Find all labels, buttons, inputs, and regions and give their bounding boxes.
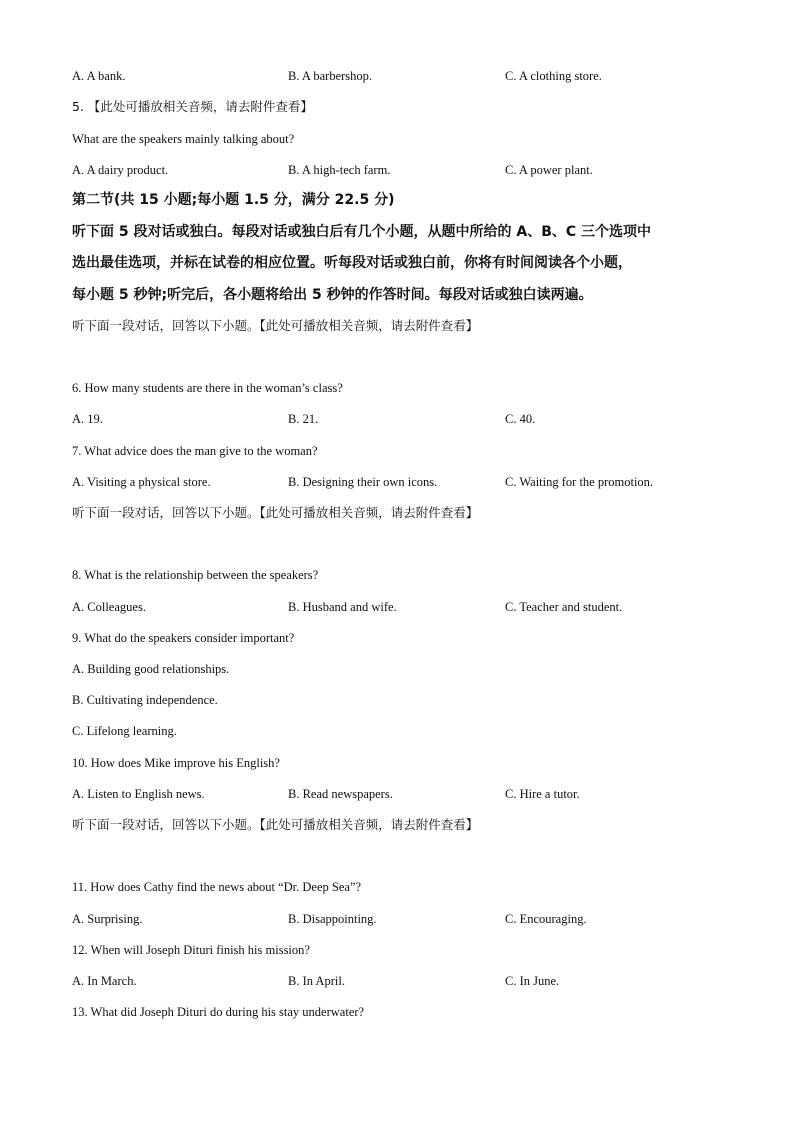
q10-option-b: B. Read newspapers. <box>288 787 393 801</box>
q9-question: 9. What do the speakers consider important? <box>72 631 295 645</box>
q10-options <box>0 786 794 802</box>
dialog-audio-note-3[interactable]: 听下面一段对话，回答以下小题。【此处可播放相关音频，请去附件查看】 <box>72 817 479 832</box>
q5-audio-note[interactable]: 5. 【此处可播放相关音频，请去附件查看】 <box>72 99 313 114</box>
q4-option-b: B. A barbershop. <box>288 69 373 83</box>
q10-option-a: A. Listen to English news. <box>72 787 205 801</box>
q8-option-a: A. Colleagues. <box>72 600 146 614</box>
q11-option-c: C. Encouraging. <box>505 912 587 926</box>
q11-option-a: A. Surprising. <box>72 912 143 926</box>
q7-option-c: C. Waiting for the promotion. <box>505 475 654 489</box>
q5-question: What are the speakers mainly talking about? <box>72 132 295 146</box>
section2-title: 第二节(共 15 小题;每小题 1.5 分，满分 22.5 分) <box>72 192 395 208</box>
q4-options <box>0 68 794 84</box>
q9-option-b: B. Cultivating independence. <box>72 693 218 707</box>
q6-question: 6. How many students are there in the woman’s class? <box>72 381 343 395</box>
q9-option-c: C. Lifelong learning. <box>72 724 177 738</box>
q9-option-a: A. Building good relationships. <box>72 662 230 676</box>
q11-options <box>0 911 794 927</box>
q12-option-b: B. In April. <box>288 974 345 988</box>
q11-question: 11. How does Cathy find the news about “Dr. Deep Sea”? <box>72 880 362 894</box>
q12-option-a: A. In March. <box>72 974 137 988</box>
q7-option-a: A. Visiting a physical store. <box>72 475 211 489</box>
q5-options <box>0 162 794 178</box>
q6-options <box>0 411 794 427</box>
q7-options <box>0 474 794 490</box>
q13-question: 13. What did Joseph Dituri do during his stay underwater? <box>72 1005 365 1019</box>
q12-option-c: C. In June. <box>505 974 560 988</box>
section2-instruction-3: 每小题 5 秒钟;听完后，各小题将给出 5 秒钟的作答时间。每段对话或独白读两遍。 <box>72 287 593 303</box>
q8-option-b: B. Husband and wife. <box>288 600 397 614</box>
q4-option-a: A. A bank. <box>72 69 126 83</box>
section2-instruction-2: 选出最佳选项，并标在试卷的相应位置。听每段对话或独白前，你将有时间阅读各个小题， <box>72 255 632 271</box>
q7-option-b: B. Designing their own icons. <box>288 475 438 489</box>
q8-option-c: C. Teacher and student. <box>505 600 623 614</box>
q7-question: 7. What advice does the man give to the woman? <box>72 444 318 458</box>
q8-options <box>0 599 794 615</box>
q10-question: 10. How does Mike improve his English? <box>72 756 280 770</box>
q5-option-b: B. A high-tech farm. <box>288 163 391 177</box>
q6-option-c: C. 40. <box>505 412 536 426</box>
q8-question: 8. What is the relationship between the speakers? <box>72 568 319 582</box>
q6-option-b: B. 21. <box>288 412 319 426</box>
q11-option-b: B. Disappointing. <box>288 912 377 926</box>
q4-option-c: C. A clothing store. <box>505 69 602 83</box>
q12-question: 12. When will Joseph Dituri finish his mission? <box>72 943 310 957</box>
q10-option-c: C. Hire a tutor. <box>505 787 580 801</box>
section2-instruction-1: 听下面 5 段对话或独白。每段对话或独白后有几个小题，从题中所给的 A、B、C 三个选项中 <box>72 224 652 240</box>
q5-option-a: A. A dairy product. <box>72 163 169 177</box>
dialog-audio-note[interactable]: 听下面一段对话，回答以下小题。【此处可播放相关音频，请去附件查看】 <box>72 318 479 333</box>
q5-option-c: C. A power plant. <box>505 163 593 177</box>
dialog-audio-note-2[interactable]: 听下面一段对话，回答以下小题。【此处可播放相关音频，请去附件查看】 <box>72 505 479 520</box>
q6-option-a: A. 19. <box>72 412 103 426</box>
q12-options <box>0 973 794 989</box>
